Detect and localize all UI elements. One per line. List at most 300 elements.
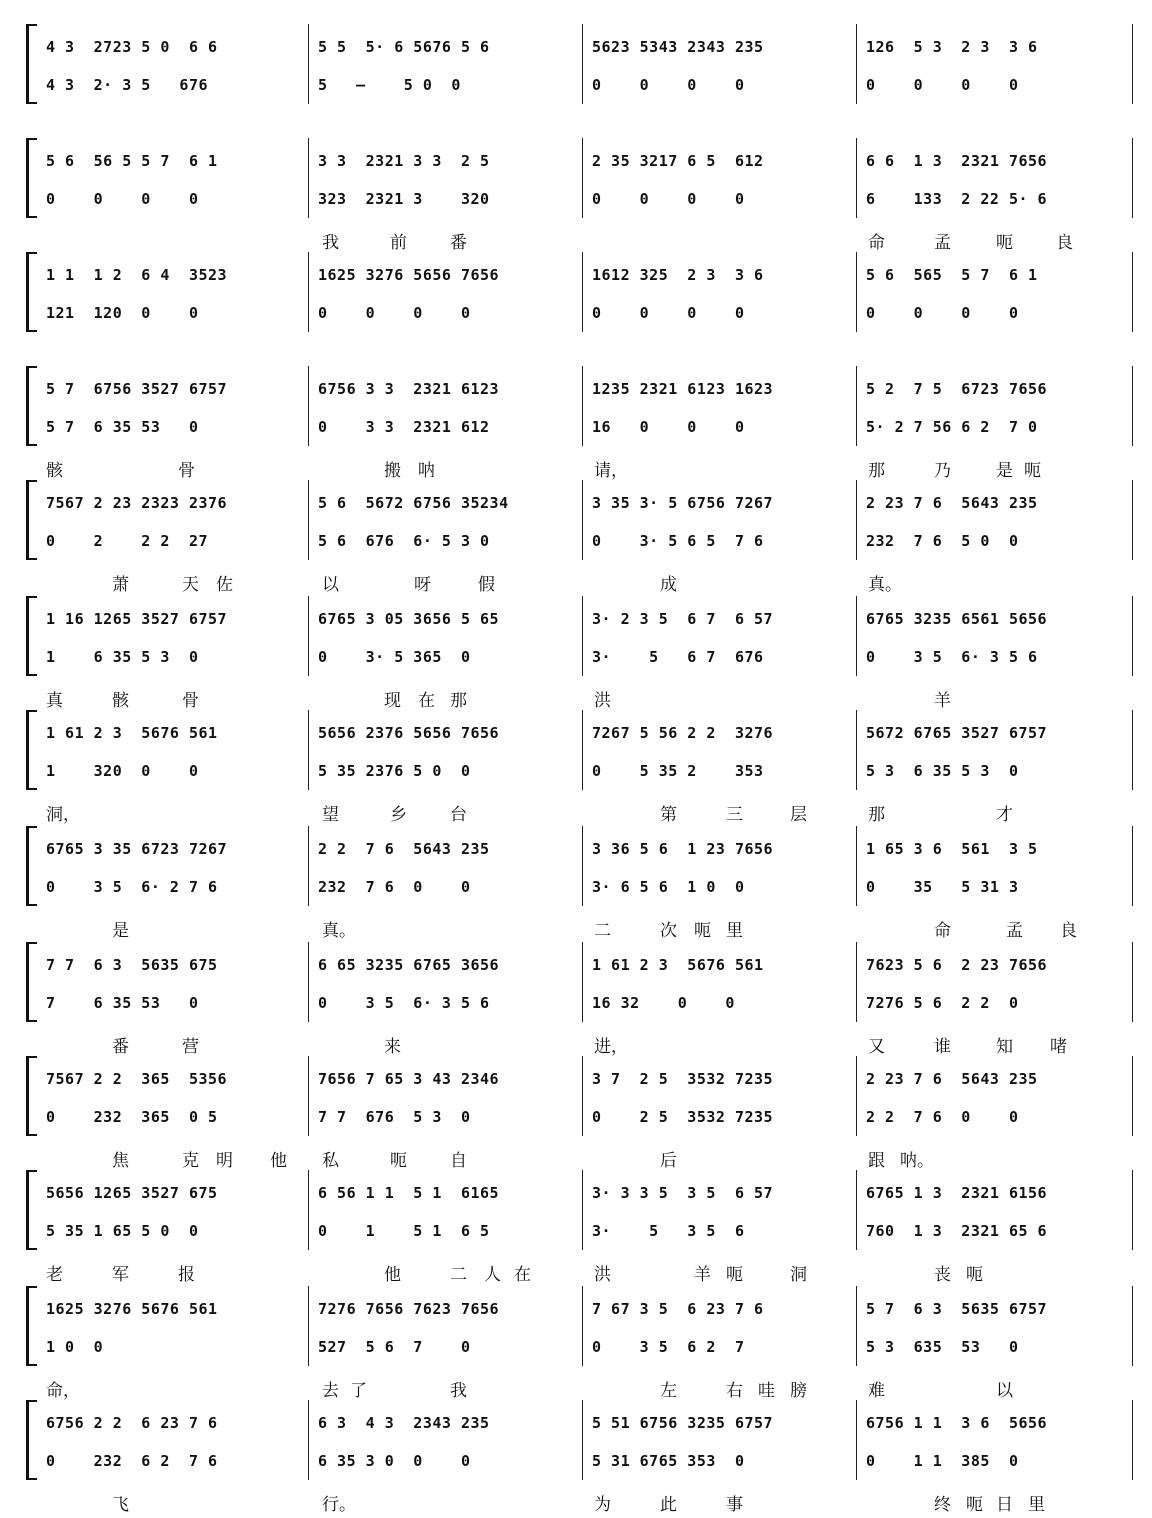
vocal-notes: 3· 6 5 6 1 0 0 bbox=[592, 878, 745, 896]
lyric-syllable: 人 bbox=[484, 1265, 501, 1285]
vocal-notes: 5 31 6765 353 0 bbox=[592, 1452, 745, 1470]
system-bracket bbox=[26, 942, 37, 1022]
lyric-syllable: 飞 bbox=[112, 1495, 129, 1515]
melody-notes: 5623 5343 2343 235 bbox=[592, 38, 852, 56]
barline bbox=[1132, 596, 1133, 676]
barline bbox=[1132, 24, 1133, 104]
melody-notes: 7 67 3 5 6 23 7 6 bbox=[592, 1300, 852, 1318]
melody-notes: 7567 2 2 365 5356 bbox=[46, 1070, 304, 1088]
lyric-syllable: 丧 bbox=[934, 1265, 951, 1285]
barline bbox=[1132, 1170, 1133, 1250]
measure bbox=[586, 1048, 852, 1158]
lyric-syllable: 明 bbox=[216, 1151, 233, 1171]
lyric-syllable: 真 bbox=[46, 691, 63, 711]
barline bbox=[308, 24, 309, 104]
vocal-notes: 0 0 0 0 bbox=[592, 190, 745, 208]
lyric-syllable: 骸 bbox=[112, 691, 129, 711]
melody-notes: 1625 3276 5676 561 bbox=[46, 1300, 304, 1318]
lyric-syllable: 膀 bbox=[790, 1381, 807, 1401]
melody-notes: 3· 3 3 5 3 5 6 57 bbox=[592, 1184, 852, 1202]
melody-notes: 5 7 6756 3527 6757 bbox=[46, 380, 304, 398]
measure bbox=[860, 472, 1128, 582]
lyric-syllable: 知 bbox=[996, 1037, 1013, 1057]
score-system bbox=[0, 1048, 1152, 1171]
system-bracket bbox=[26, 596, 37, 676]
lyric-syllable: 命， bbox=[46, 1381, 80, 1401]
melody-notes: 3 7 2 5 3532 7235 bbox=[592, 1070, 852, 1088]
lyric-syllable: 假 bbox=[478, 575, 495, 595]
measure bbox=[40, 934, 304, 1044]
vocal-notes: 1 6 35 5 3 0 bbox=[46, 648, 199, 666]
score-system bbox=[0, 818, 1152, 941]
score-system bbox=[0, 1162, 1152, 1285]
lyric-syllable: 跟 bbox=[868, 1151, 885, 1171]
barline bbox=[856, 826, 857, 906]
lyric-syllable: 右 bbox=[726, 1381, 743, 1401]
barline bbox=[1132, 252, 1133, 332]
lyric-syllable: 终 bbox=[934, 1495, 951, 1515]
barline bbox=[856, 710, 857, 790]
lyric-syllable: 啫 bbox=[1050, 1037, 1067, 1057]
lyric-syllable: 那 bbox=[450, 691, 467, 711]
barline bbox=[308, 138, 309, 218]
measure bbox=[860, 702, 1128, 812]
barline bbox=[856, 1170, 857, 1250]
lyric-syllable: 羊 bbox=[934, 691, 951, 711]
barline bbox=[308, 252, 309, 332]
melody-notes: 6756 1 1 3 6 5656 bbox=[866, 1414, 1128, 1432]
lyric-syllable: 哇 bbox=[758, 1381, 775, 1401]
score-system bbox=[0, 702, 1152, 825]
vocal-notes: 0 5 35 2 353 bbox=[592, 762, 764, 780]
barline bbox=[856, 366, 857, 446]
lyric-syllable: 在 bbox=[418, 691, 435, 711]
measure bbox=[586, 1278, 852, 1388]
lyric-syllable: 来 bbox=[384, 1037, 401, 1057]
lyric-syllable: 呀 bbox=[414, 575, 431, 595]
score-system bbox=[0, 244, 1152, 354]
measure bbox=[312, 1048, 578, 1158]
lyric-syllable: 呃 bbox=[966, 1265, 983, 1285]
vocal-notes: 5 3 635 53 0 bbox=[866, 1338, 1019, 1356]
vocal-notes: 5 7 6 35 53 0 bbox=[46, 418, 199, 436]
measure bbox=[312, 244, 578, 354]
measure bbox=[312, 472, 578, 582]
measure bbox=[40, 588, 304, 698]
score-system bbox=[0, 1392, 1152, 1515]
lyric-syllable: 里 bbox=[1028, 1495, 1045, 1515]
measure bbox=[860, 130, 1128, 240]
lyric-syllable: 去 bbox=[322, 1381, 339, 1401]
melody-notes: 2 35 3217 6 5 612 bbox=[592, 152, 852, 170]
melody-notes: 1 1 1 2 6 4 3523 bbox=[46, 266, 304, 284]
barline bbox=[582, 480, 583, 560]
lyric-syllable: 是 bbox=[112, 921, 129, 941]
barline bbox=[1132, 1056, 1133, 1136]
measure bbox=[860, 358, 1128, 468]
barline bbox=[1132, 1286, 1133, 1366]
measure bbox=[40, 16, 304, 126]
lyric-syllable: 了 bbox=[350, 1381, 367, 1401]
vocal-notes: 0 2 5 3532 7235 bbox=[592, 1108, 774, 1126]
lyric-syllable: 洞 bbox=[790, 1265, 807, 1285]
vocal-notes: 5 3 6 35 5 3 0 bbox=[866, 762, 1019, 780]
system-bracket bbox=[26, 1286, 37, 1366]
lyric-syllable: 呃 bbox=[694, 921, 711, 941]
barline bbox=[582, 138, 583, 218]
lyric-syllable: 报 bbox=[178, 1265, 195, 1285]
lyric-syllable: 老 bbox=[46, 1265, 63, 1285]
barline bbox=[1132, 480, 1133, 560]
measure bbox=[40, 130, 304, 240]
vocal-notes: 7276 5 6 2 2 0 bbox=[866, 994, 1019, 1012]
measure bbox=[586, 16, 852, 126]
melody-notes: 4 3 2723 5 0 6 6 bbox=[46, 38, 304, 56]
melody-notes: 7267 5 56 2 2 3276 bbox=[592, 724, 852, 742]
measure bbox=[586, 130, 852, 240]
lyric-syllable: 萧 bbox=[112, 575, 129, 595]
melody-notes: 6765 3 35 6723 7267 bbox=[46, 840, 304, 858]
melody-notes: 5 7 6 3 5635 6757 bbox=[866, 1300, 1128, 1318]
barline bbox=[308, 1170, 309, 1250]
lyric-syllable: 进， bbox=[594, 1037, 628, 1057]
system-bracket bbox=[26, 138, 37, 218]
melody-notes: 3 36 5 6 1 23 7656 bbox=[592, 840, 852, 858]
system-bracket bbox=[26, 1170, 37, 1250]
lyric-syllable: 骨 bbox=[178, 461, 195, 481]
lyric-syllable: 那 bbox=[868, 461, 885, 481]
barline bbox=[1132, 942, 1133, 1022]
lyric-syllable: 焦 bbox=[112, 1151, 129, 1171]
vocal-notes: 0 0 0 0 bbox=[866, 304, 1019, 322]
melody-notes: 126 5 3 2 3 3 6 bbox=[866, 38, 1128, 56]
lyric-syllable: 呃 bbox=[1024, 461, 1041, 481]
barline bbox=[582, 1400, 583, 1480]
lyric-syllable: 洪 bbox=[594, 691, 611, 711]
lyric-syllable: 前 bbox=[390, 233, 407, 253]
vocal-notes: 0 3 5 6· 2 7 6 bbox=[46, 878, 218, 896]
vocal-notes: 4 3 2· 3 5 676 bbox=[46, 76, 209, 94]
vocal-notes: 0 0 0 0 bbox=[866, 76, 1019, 94]
lyric-syllable: 孟 bbox=[934, 233, 951, 253]
barline bbox=[308, 1056, 309, 1136]
vocal-notes: 0 3 3 2321 612 bbox=[318, 418, 490, 436]
vocal-notes: 0 3· 5 6 5 7 6 bbox=[592, 532, 764, 550]
vocal-notes: 0 232 365 0 5 bbox=[46, 1108, 218, 1126]
barline bbox=[856, 942, 857, 1022]
lyric-syllable: 才 bbox=[996, 805, 1013, 825]
barline bbox=[308, 480, 309, 560]
barline bbox=[582, 826, 583, 906]
score-system bbox=[0, 934, 1152, 1057]
lyric-syllable: 以 bbox=[996, 1381, 1013, 1401]
vocal-notes: 0 3 5 6· 3 5 6 bbox=[866, 648, 1038, 666]
barline bbox=[856, 1056, 857, 1136]
barline bbox=[308, 596, 309, 676]
lyric-syllable: 克 bbox=[182, 1151, 199, 1171]
lyric-syllable: 我 bbox=[322, 233, 339, 253]
lyric-syllable: 良 bbox=[1056, 233, 1073, 253]
vocal-notes: 16 32 0 0 bbox=[592, 994, 735, 1012]
lyric-syllable: 佐 bbox=[216, 575, 233, 595]
measure bbox=[586, 702, 852, 812]
barline bbox=[308, 942, 309, 1022]
melody-notes: 3 35 3· 5 6756 7267 bbox=[592, 494, 852, 512]
score-system bbox=[0, 472, 1152, 595]
measure bbox=[40, 1162, 304, 1272]
vocal-notes: 5 6 676 6· 5 3 0 bbox=[318, 532, 490, 550]
vocal-notes: 5 35 1 65 5 0 0 bbox=[46, 1222, 199, 1240]
lyric-syllable: 番 bbox=[450, 233, 467, 253]
lyric-syllable: 命 bbox=[934, 921, 951, 941]
melody-notes: 7 7 6 3 5635 675 bbox=[46, 956, 304, 974]
vocal-notes: 7 7 676 5 3 0 bbox=[318, 1108, 471, 1126]
measure bbox=[860, 244, 1128, 354]
melody-notes: 7276 7656 7623 7656 bbox=[318, 1300, 578, 1318]
measure bbox=[312, 1278, 578, 1388]
lyric-syllable: 军 bbox=[112, 1265, 129, 1285]
lyric-syllable: 良 bbox=[1060, 921, 1077, 941]
score-system bbox=[0, 588, 1152, 711]
barline bbox=[582, 710, 583, 790]
vocal-notes: 16 0 0 0 bbox=[592, 418, 745, 436]
barline bbox=[582, 596, 583, 676]
measure bbox=[860, 1162, 1128, 1272]
vocal-notes: 232 7 6 5 0 0 bbox=[866, 532, 1019, 550]
lyric-syllable: 呐。 bbox=[900, 1151, 934, 1171]
lyric-syllable: 难 bbox=[868, 1381, 885, 1401]
measure bbox=[312, 16, 578, 126]
vocal-notes: 1 320 0 0 bbox=[46, 762, 199, 780]
barline bbox=[308, 710, 309, 790]
measure bbox=[312, 1392, 578, 1502]
lyric-syllable: 自 bbox=[450, 1151, 467, 1171]
melody-notes: 1 16 1265 3527 6757 bbox=[46, 610, 304, 628]
lyric-syllable: 呃 bbox=[390, 1151, 407, 1171]
lyric-syllable: 他 bbox=[384, 1265, 401, 1285]
measure bbox=[586, 818, 852, 928]
barline bbox=[582, 24, 583, 104]
barline bbox=[856, 596, 857, 676]
barline bbox=[856, 252, 857, 332]
melody-notes: 1 61 2 3 5676 561 bbox=[592, 956, 852, 974]
measure bbox=[586, 358, 852, 468]
measure bbox=[40, 1048, 304, 1158]
lyric-syllable: 为 bbox=[594, 1495, 611, 1515]
lyric-syllable: 成 bbox=[660, 575, 677, 595]
barline bbox=[308, 826, 309, 906]
melody-notes: 6756 3 3 2321 6123 bbox=[318, 380, 578, 398]
system-bracket bbox=[26, 1400, 37, 1480]
lyric-syllable: 骨 bbox=[182, 691, 199, 711]
score-system bbox=[0, 1278, 1152, 1401]
melody-notes: 6765 3 05 3656 5 65 bbox=[318, 610, 578, 628]
vocal-notes: 5· 2 7 56 6 2 7 0 bbox=[866, 418, 1038, 436]
barline bbox=[1132, 710, 1133, 790]
system-bracket bbox=[26, 366, 37, 446]
barline bbox=[308, 1400, 309, 1480]
measure bbox=[40, 472, 304, 582]
measure bbox=[860, 1048, 1128, 1158]
melody-notes: 2 23 7 6 5643 235 bbox=[866, 494, 1128, 512]
measure bbox=[312, 588, 578, 698]
measure bbox=[586, 472, 852, 582]
vocal-notes: 3· 5 3 5 6 bbox=[592, 1222, 745, 1240]
melody-notes: 5 6 565 5 7 6 1 bbox=[866, 266, 1128, 284]
vocal-notes: 0 1 1 385 0 bbox=[866, 1452, 1019, 1470]
vocal-notes: 0 0 0 0 bbox=[318, 304, 471, 322]
melody-notes: 1235 2321 6123 1623 bbox=[592, 380, 852, 398]
lyric-syllable: 在 bbox=[514, 1265, 531, 1285]
vocal-notes: 6 35 3 0 0 0 bbox=[318, 1452, 471, 1470]
lyric-syllable: 里 bbox=[726, 921, 743, 941]
melody-notes: 2 2 7 6 5643 235 bbox=[318, 840, 578, 858]
score-system bbox=[0, 358, 1152, 481]
lyric-syllable: 现 bbox=[384, 691, 401, 711]
lyric-syllable: 后 bbox=[660, 1151, 677, 1171]
melody-notes: 7656 7 65 3 43 2346 bbox=[318, 1070, 578, 1088]
melody-notes: 2 23 7 6 5643 235 bbox=[866, 1070, 1128, 1088]
barline bbox=[1132, 138, 1133, 218]
melody-notes: 6756 2 2 6 23 7 6 bbox=[46, 1414, 304, 1432]
measure bbox=[312, 818, 578, 928]
system-bracket bbox=[26, 710, 37, 790]
lyric-syllable: 搬 bbox=[384, 461, 401, 481]
vocal-notes: 0 0 0 0 bbox=[592, 76, 745, 94]
vocal-notes: 121 120 0 0 bbox=[46, 304, 199, 322]
lyric-syllable: 三 bbox=[726, 805, 743, 825]
vocal-notes: 760 1 3 2321 65 6 bbox=[866, 1222, 1048, 1240]
system-bracket bbox=[26, 826, 37, 906]
vocal-notes: 0 3 5 6· 3 5 6 bbox=[318, 994, 490, 1012]
lyric-syllable: 孟 bbox=[1006, 921, 1023, 941]
vocal-notes: 0 3· 5 365 0 bbox=[318, 648, 471, 666]
vocal-notes: 3· 5 6 7 676 bbox=[592, 648, 764, 666]
barline bbox=[582, 1286, 583, 1366]
system-bracket bbox=[26, 252, 37, 332]
melody-notes: 5 6 5672 6756 35234 bbox=[318, 494, 578, 512]
barline bbox=[856, 480, 857, 560]
lyric-syllable: 天 bbox=[182, 575, 199, 595]
melody-notes: 5 5 5· 6 5676 5 6 bbox=[318, 38, 578, 56]
melody-notes: 1 61 2 3 5676 561 bbox=[46, 724, 304, 742]
lyric-syllable: 真。 bbox=[322, 921, 356, 941]
vocal-notes: 0 35 5 31 3 bbox=[866, 878, 1019, 896]
lyric-syllable: 第 bbox=[660, 805, 677, 825]
measure bbox=[40, 1278, 304, 1388]
barline bbox=[582, 1170, 583, 1250]
vocal-notes: 1 0 0 bbox=[46, 1338, 104, 1356]
lyric-syllable: 望 bbox=[322, 805, 339, 825]
lyric-syllable: 洞， bbox=[46, 805, 80, 825]
vocal-notes: 0 2 2 2 27 bbox=[46, 532, 209, 550]
measure bbox=[40, 818, 304, 928]
barline bbox=[582, 1056, 583, 1136]
measure bbox=[586, 244, 852, 354]
lyric-syllable: 左 bbox=[660, 1381, 677, 1401]
vocal-notes: 2 2 7 6 0 0 bbox=[866, 1108, 1019, 1126]
vocal-notes: 0 232 6 2 7 6 bbox=[46, 1452, 218, 1470]
lyric-syllable: 乡 bbox=[390, 805, 407, 825]
measure bbox=[312, 130, 578, 240]
melody-notes: 5656 2376 5656 7656 bbox=[318, 724, 578, 742]
measure bbox=[586, 1392, 852, 1502]
system-bracket bbox=[26, 24, 37, 104]
barline bbox=[1132, 826, 1133, 906]
lyric-syllable: 是 bbox=[996, 461, 1013, 481]
measure bbox=[860, 588, 1128, 698]
lyric-syllable: 次 bbox=[660, 921, 677, 941]
barline bbox=[856, 24, 857, 104]
melody-notes: 6 65 3235 6765 3656 bbox=[318, 956, 578, 974]
vocal-notes: 7 6 35 53 0 bbox=[46, 994, 199, 1012]
barline bbox=[582, 366, 583, 446]
vocal-notes: 5 — 5 0 0 bbox=[318, 76, 461, 94]
lyric-syllable: 台 bbox=[450, 805, 467, 825]
measure bbox=[40, 1392, 304, 1502]
melody-notes: 1612 325 2 3 3 6 bbox=[592, 266, 852, 284]
melody-notes: 5 51 6756 3235 6757 bbox=[592, 1414, 852, 1432]
vocal-notes: 0 3 5 6 2 7 bbox=[592, 1338, 745, 1356]
measure bbox=[312, 702, 578, 812]
vocal-notes: 6 133 2 22 5· 6 bbox=[866, 190, 1048, 208]
lyric-syllable: 行。 bbox=[322, 1495, 356, 1515]
lyric-syllable: 以 bbox=[322, 575, 339, 595]
lyric-syllable: 请， bbox=[594, 461, 628, 481]
lyric-syllable: 此 bbox=[660, 1495, 677, 1515]
lyric-syllable: 二 bbox=[594, 921, 611, 941]
lyric-syllable: 羊 bbox=[694, 1265, 711, 1285]
measure bbox=[586, 1162, 852, 1272]
measure bbox=[40, 702, 304, 812]
melody-notes: 1 65 3 6 561 3 5 bbox=[866, 840, 1128, 858]
melody-notes: 7567 2 23 2323 2376 bbox=[46, 494, 304, 512]
melody-notes: 3 3 2321 3 3 2 5 bbox=[318, 152, 578, 170]
measure bbox=[860, 818, 1128, 928]
measure bbox=[40, 358, 304, 468]
lyric-syllable: 命 bbox=[868, 233, 885, 253]
measure bbox=[312, 358, 578, 468]
lyric-syllable: 他 bbox=[270, 1151, 287, 1171]
lyric-syllable: 洪 bbox=[594, 1265, 611, 1285]
lyric-syllable: 日 bbox=[996, 1495, 1013, 1515]
lyric-syllable: 谁 bbox=[934, 1037, 951, 1057]
system-bracket bbox=[26, 1056, 37, 1136]
score-system bbox=[0, 130, 1152, 253]
barline bbox=[582, 942, 583, 1022]
lyric-syllable: 那 bbox=[868, 805, 885, 825]
measure bbox=[860, 934, 1128, 1044]
lyric-syllable: 番 bbox=[112, 1037, 129, 1057]
vocal-notes: 0 1 5 1 6 5 bbox=[318, 1222, 490, 1240]
lyric-syllable: 我 bbox=[450, 1381, 467, 1401]
measure bbox=[586, 588, 852, 698]
barline bbox=[856, 1400, 857, 1480]
barline bbox=[582, 252, 583, 332]
lyric-syllable: 又 bbox=[868, 1037, 885, 1057]
lyric-syllable: 呃 bbox=[966, 1495, 983, 1515]
vocal-notes: 323 2321 3 320 bbox=[318, 190, 490, 208]
melody-notes: 5 2 7 5 6723 7656 bbox=[866, 380, 1128, 398]
lyric-syllable: 二 bbox=[450, 1265, 467, 1285]
measure bbox=[860, 1278, 1128, 1388]
melody-notes: 5656 1265 3527 675 bbox=[46, 1184, 304, 1202]
lyric-syllable: 呃 bbox=[996, 233, 1013, 253]
melody-notes: 6 3 4 3 2343 235 bbox=[318, 1414, 578, 1432]
measure bbox=[860, 1392, 1128, 1502]
barline bbox=[1132, 1400, 1133, 1480]
vocal-notes: 232 7 6 0 0 bbox=[318, 878, 471, 896]
